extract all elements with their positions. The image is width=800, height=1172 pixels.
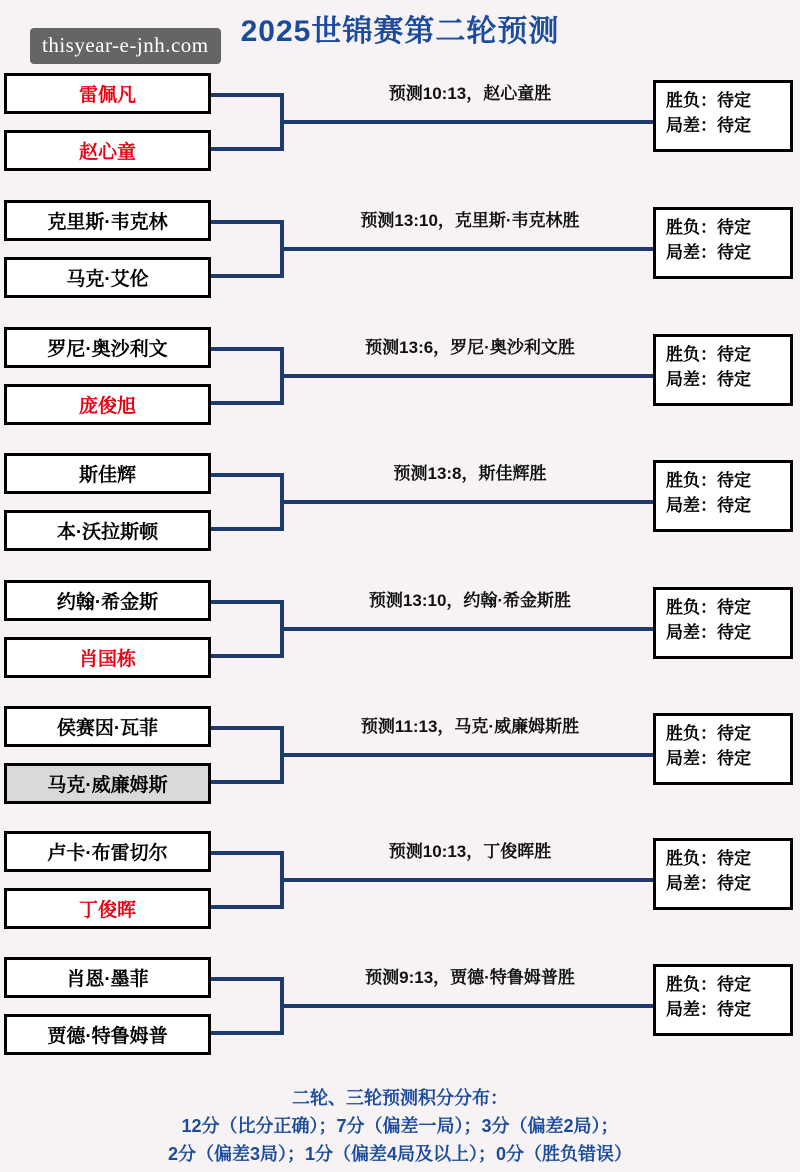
result-frames: 局差：待定 <box>666 369 751 389</box>
result-box <box>653 207 793 279</box>
bracket-connector <box>211 600 284 658</box>
player-name: 庞俊旭 <box>4 384 211 425</box>
result-win: 胜负：待定 <box>666 91 751 110</box>
player-name: 克里斯·韦克林 <box>4 200 211 241</box>
result-frames: 局差：待定 <box>666 495 751 515</box>
player-name: 丁俊晖 <box>4 888 211 929</box>
result-win: 胜负：待定 <box>666 849 751 868</box>
bracket-connector <box>211 220 284 278</box>
watermark: thisyear-e-jnh.com <box>30 28 221 64</box>
bracket-stem <box>281 500 653 504</box>
result-win: 胜负：待定 <box>666 598 751 617</box>
player-name: 肖国栋 <box>4 637 211 678</box>
match-prediction: 预测10:13，丁俊晖胜 <box>388 842 552 861</box>
player-name: 马克·艾伦 <box>4 257 211 298</box>
result-frames: 局差：待定 <box>666 242 751 262</box>
player-name: 贾德·特鲁姆普 <box>4 1014 211 1055</box>
bracket-stem <box>281 627 653 631</box>
result-frames: 局差：待定 <box>666 748 751 768</box>
bracket-stem <box>281 753 653 757</box>
result-box <box>653 80 793 152</box>
player-name: 约翰·希金斯 <box>4 580 211 621</box>
result-frames: 局差：待定 <box>666 873 751 893</box>
player-name: 赵心童 <box>4 130 211 171</box>
result-win: 胜负：待定 <box>666 975 751 994</box>
result-box <box>653 838 793 910</box>
page-title: 2025世锦赛第二轮预测 <box>240 15 560 48</box>
match-prediction: 预测10:13，赵心童胜 <box>388 84 552 103</box>
bracket-connector <box>211 473 284 531</box>
result-box <box>653 334 793 406</box>
scoring-legend-line-1: 二轮、三轮预测积分分布： <box>292 1088 508 1108</box>
result-win: 胜负：待定 <box>666 724 751 743</box>
match-prediction: 预测13:10，克里斯·韦克林胜 <box>360 211 580 230</box>
player-name: 侯赛因·瓦菲 <box>4 706 211 747</box>
bracket-stem <box>281 120 653 124</box>
result-box <box>653 460 793 532</box>
bracket-connector <box>211 851 284 909</box>
bracket-connector <box>211 93 284 151</box>
bracket-connector <box>211 347 284 405</box>
player-name: 斯佳辉 <box>4 453 211 494</box>
scoring-legend-line-2: 12分（比分正确）；7分（偏差一局）；3分（偏差2局）； <box>181 1115 619 1136</box>
result-win: 胜负：待定 <box>666 471 751 490</box>
result-box <box>653 587 793 659</box>
bracket-stem <box>281 1004 653 1008</box>
match-prediction: 预测9:13，贾德·特鲁姆普胜 <box>365 968 575 987</box>
bracket-connector <box>211 726 284 784</box>
match-prediction: 预测11:13，马克·威廉姆斯胜 <box>360 717 580 736</box>
match-prediction: 预测13:8，斯佳辉胜 <box>393 464 547 483</box>
bracket-connector <box>211 977 284 1035</box>
result-win: 胜负：待定 <box>666 218 751 237</box>
player-name: 马克·威廉姆斯 <box>4 763 211 804</box>
scoring-legend-line-3: 2分（偏差3局）；1分（偏差4局及以上）；0分（胜负错误） <box>167 1143 633 1164</box>
result-win: 胜负：待定 <box>666 345 751 364</box>
result-frames: 局差：待定 <box>666 999 751 1019</box>
result-box <box>653 713 793 785</box>
player-name: 本·沃拉斯顿 <box>4 510 211 551</box>
result-frames: 局差：待定 <box>666 115 751 135</box>
scoring-legend <box>0 1085 800 1169</box>
bracket-stem <box>281 878 653 882</box>
bracket-stem <box>281 247 653 251</box>
match-prediction: 预测13:10，约翰·希金斯胜 <box>368 591 572 610</box>
bracket-stem <box>281 374 653 378</box>
player-name: 肖恩·墨菲 <box>4 957 211 998</box>
match-prediction: 预测13:6，罗尼·奥沙利文胜 <box>365 338 575 357</box>
result-frames: 局差：待定 <box>666 622 751 642</box>
player-name: 卢卡·布雷切尔 <box>4 831 211 872</box>
player-name: 罗尼·奥沙利文 <box>4 327 211 368</box>
result-box <box>653 964 793 1036</box>
player-name: 雷佩凡 <box>4 73 211 114</box>
